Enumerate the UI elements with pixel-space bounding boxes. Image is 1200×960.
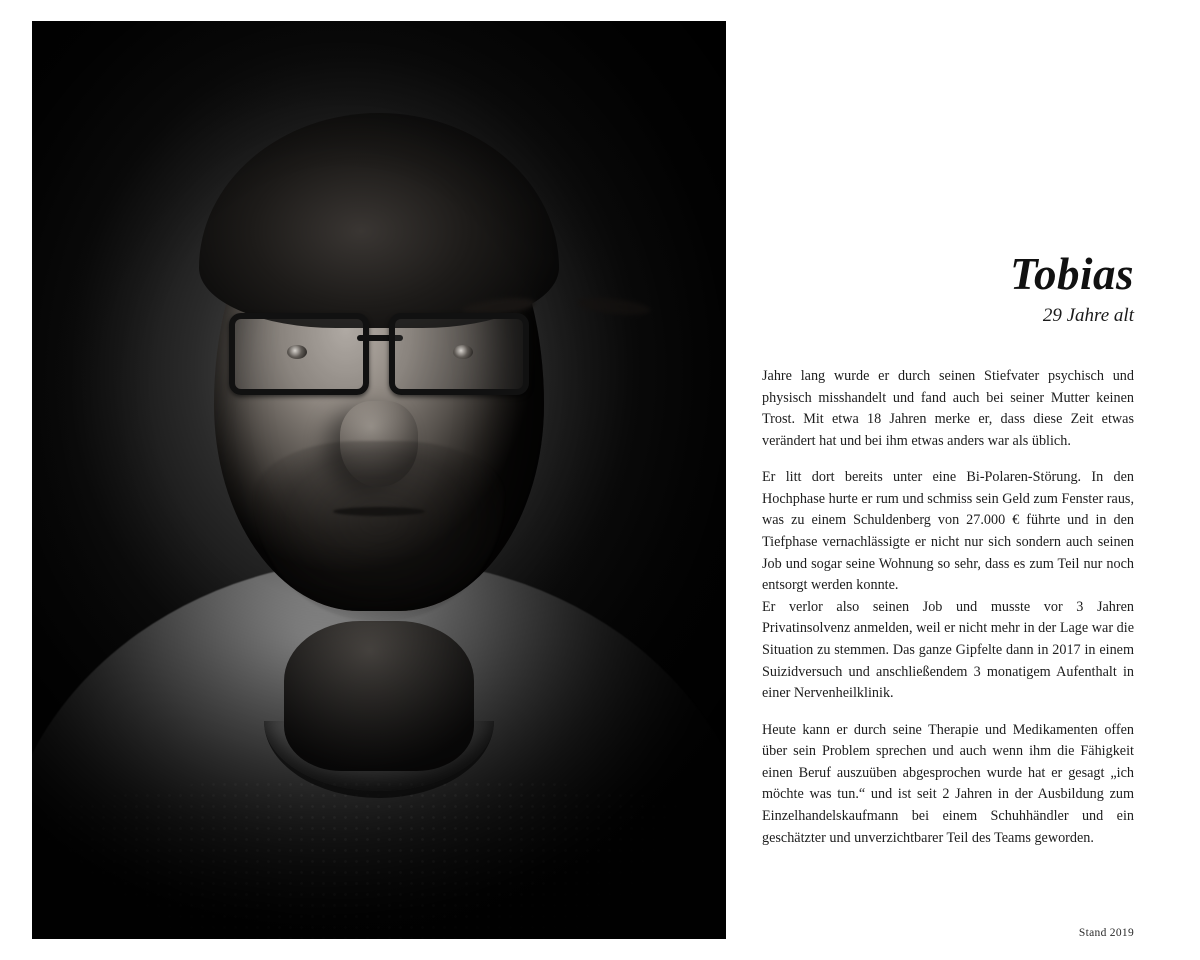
shirt-pattern <box>32 779 726 939</box>
article-paragraph: Er litt dort bereits unter eine Bi-Polaren-Störung. In den Hochphase hurte er rum und schmiss sein Geld zum Fenster raus, was zu einem Schuldenberg von 27.000 € führte und in den Tiefphase vernachlässigte er nicht nur sich sondern auch seinen Job und sogar seine Wohnung so sehr, dass es zum Teil nur noch entsorgt werden konnte. <box>762 469 1134 594</box>
portrait-photo <box>32 21 726 939</box>
subject-neck <box>284 621 474 771</box>
article-column <box>762 0 1134 960</box>
article-body <box>762 366 1134 864</box>
subject-mouth <box>333 507 425 516</box>
article-paragraph: Er verlor also seinen Job und musste vor 3 Jahren Privatinsolvenz anmelden, weil er nicht mehr in der Lage war die Situation zu stemmen. Das ganze Gipfelte dann in 2017 in einem Suizidversuch und anschließendem 3 monatigem Aufenthalt in einer Nervenheilklinik. <box>762 598 1134 702</box>
article-subhead: 29 Jahre alt <box>1042 305 1134 326</box>
subject-eye-right <box>453 345 473 359</box>
status-note: Stand 2019 <box>1078 927 1134 939</box>
article-headline: Tobias <box>1010 249 1134 299</box>
subject-glasses <box>229 313 529 397</box>
article-paragraph: Heute kann er durch seine Therapie und Medikamenten offen über sein Problem sprechen und auch wenn ihm die Fähigkeit einen Beruf auszuüben abgesprochen wurde hat er gesagt „ich möchte was tun.“ und ist seit 2 Jahren in der Ausbildung zum Einzelhandelskaufmann bei einem Schuhhändler und ein geschätzter und unverzichtbarer Teil des Teams geworden. <box>762 721 1134 846</box>
article-paragraph: Jahre lang wurde er durch seinen Stiefvater psychisch und physisch misshandelt und fand auch bei seiner Mutter keinen Trost. Mit etwa 18 Jahren merke er, dass diese Zeit etwas verändert hat und bei ihm etwas anders war als üblich. <box>762 368 1134 449</box>
glasses-lens-left <box>229 313 369 395</box>
glasses-lens-right <box>389 313 529 395</box>
subject-eye-left <box>287 345 307 359</box>
